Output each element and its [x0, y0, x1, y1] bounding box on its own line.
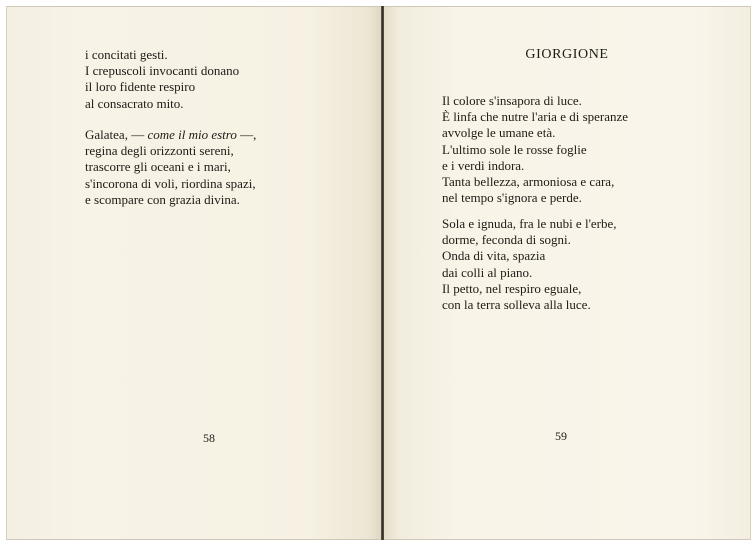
- right-stanza-2: [442, 216, 617, 313]
- verse-line: È linfa che nutre l'aria e di speranze: [442, 109, 629, 125]
- verse-line: il loro fidente respiro: [85, 79, 196, 95]
- left-stanza-2: [85, 127, 256, 208]
- verse-line: trascorre gli oceani e i mari,: [85, 159, 231, 175]
- right-stanza-1: [442, 93, 628, 206]
- verse-text: —,: [236, 127, 257, 142]
- verse-line: I crepuscoli invocanti donano: [85, 63, 240, 79]
- verse-line: al consacrato mito.: [85, 95, 184, 111]
- verse-line: e i verdi indora.: [442, 157, 525, 173]
- verse-line: dorme, feconda di sogni.: [442, 232, 571, 248]
- right-page: [384, 6, 751, 540]
- verse-line: Onda di vita, spazia: [442, 248, 546, 264]
- verse-line: L'ultimo sole le rosse foglie: [442, 141, 587, 157]
- verse-italic-text: come il mio estro: [147, 127, 237, 142]
- verse-line: avvolge le umane età.: [442, 125, 556, 141]
- verse-line: e scompare con grazia divina.: [85, 191, 240, 207]
- verse-line: Il colore s'insapora di luce.: [442, 93, 582, 108]
- page-number-left: 58: [203, 431, 215, 445]
- left-page: [6, 6, 383, 540]
- poem-title: GIORGIONE: [525, 47, 609, 62]
- verse-line: Il petto, nel respiro eguale,: [442, 280, 582, 296]
- verse-line: nel tempo s'ignora e perde.: [442, 190, 582, 206]
- verse-line: s'incorona di voli, riordina spazi,: [85, 175, 256, 191]
- verse-text: Galatea, —: [85, 127, 148, 142]
- verse-line: Tanta bellezza, armoniosa e cara,: [442, 174, 615, 190]
- page-number-right: 59: [555, 429, 567, 443]
- left-stanza-1: [85, 47, 239, 112]
- verse-line: [85, 127, 256, 143]
- verse-line: Sola e ignuda, fra le nubi e l'erbe,: [442, 216, 617, 231]
- verse-line: i concitati gesti.: [85, 47, 168, 62]
- verse-line: con la terra solleva alla luce.: [442, 297, 591, 313]
- verse-line: dai colli al piano.: [442, 264, 533, 280]
- verse-line: regina degli orizzonti sereni,: [85, 143, 234, 159]
